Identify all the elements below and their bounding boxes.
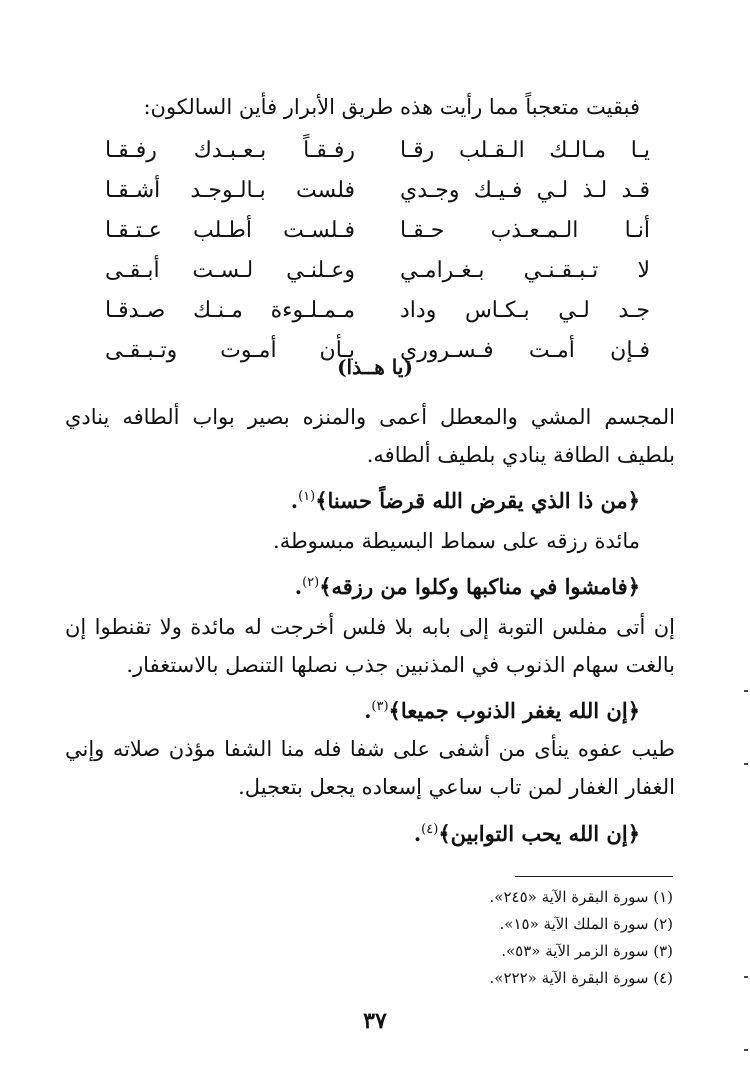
- verse-first-hemistich: قـد لـذ لـي فـيـك وجـدي: [400, 177, 650, 203]
- verse-first-hemistich: أنـا الـمـعـذب حـقـا: [400, 217, 650, 243]
- verse-second-hemistich: مـمـلـوءة مـنـك صـدقـا: [105, 297, 355, 323]
- poem: [105, 130, 650, 370]
- paragraph-2: إن أتى مفلس التوبة إلى بابه بلا فلس أخرجت له مائدة ولا تقنطوا إن بالغت سهام الذنوب في المذنبين جذب نصلها التنصل بالاستغفار.: [65, 615, 675, 677]
- verse-first-hemistich: فـإن أمـت فـسـروري: [400, 337, 650, 363]
- footnote: (٢) سورة الملك الآية «١٥».: [499, 915, 673, 933]
- footnote-marker: (٣): [371, 699, 389, 714]
- scan-edge-mark: [744, 763, 748, 765]
- paragraph-3: طيب عفوه ينأى من أشفى على شفا فله منا الشفا مؤذن صلاته وإني الغفار الغفار لمن تاب ساعي إسعاده يجعل بتعجيل.: [65, 737, 675, 799]
- verse-second-hemistich: فلست بـالـوجـد أشـقـا: [105, 177, 355, 203]
- footnote: (١) سورة البقرة الآية «٢٤٥».: [489, 888, 673, 906]
- quran-verse-4: [80, 813, 640, 851]
- poem-verse: [105, 210, 650, 250]
- paragraph-1: المجسم المشي والمعطل أعمى والمنزه بصير بواب ألطافه ينادي بلطيف الطافة ينادي بلطيف ألطافه.: [65, 405, 675, 467]
- footnote-marker: (٢): [302, 575, 320, 590]
- footnote: (٤) سورة البقرة الآية «٢٢٢».: [489, 969, 673, 987]
- verse-first-hemistich: يـا مـالـك الـقـلب رقـا: [400, 137, 650, 163]
- footnote: (٣) سورة الزمر الآية «٥٣».: [501, 942, 673, 960]
- quran-verse-2: [80, 566, 640, 604]
- scan-edge-mark: [744, 1049, 748, 1051]
- verse-first-hemistich: جـد لـي بـكـاس وداد: [400, 297, 650, 323]
- verse-end: .: [364, 698, 372, 723]
- section-heading: (يا هــذا): [337, 355, 413, 379]
- quran-verse-3: [80, 690, 640, 728]
- verse-first-hemistich: لا تـبـقـنـي بـغـرامـي: [400, 257, 650, 283]
- scan-edge-mark: [744, 690, 748, 692]
- poem-verse: [105, 250, 650, 290]
- poem-verse: [105, 130, 650, 170]
- quran-verse-text: ﴿إن الله يحب التوابين﴾: [438, 821, 640, 846]
- footnote-divider: [515, 876, 673, 877]
- verse-end: .: [413, 821, 422, 846]
- paragraph-line: مائدة رزقه على سماط البسيطة مبسوطة.: [273, 529, 640, 553]
- footnote-marker: (٤): [421, 822, 439, 837]
- verse-end: .: [290, 488, 299, 513]
- verse-second-hemistich: بـأن أمـوت وتـبـقـى: [105, 337, 355, 363]
- poem-verse: [105, 290, 650, 330]
- verse-second-hemistich: وعـلنـي لـسـت أبـقـى: [105, 257, 355, 283]
- verse-second-hemistich: فـلسـت أطـلب عـتـقـا: [105, 217, 355, 243]
- quran-verse-text: ﴿إن الله يغفر الذنوب جميعا﴾: [388, 698, 640, 723]
- intro-line: فبقيت متعجباً مما رأيت هذه طريق الأبرار فأين السالكون:: [143, 95, 640, 119]
- verse-end: .: [294, 574, 303, 599]
- quran-verse-text: ﴿من ذا الذي يقرض الله قرضاً حسنا﴾: [315, 488, 640, 513]
- scan-edge-mark: [744, 976, 748, 978]
- verse-second-hemistich: رفـقـاً بـعـبـدك رفـقـا: [105, 137, 355, 163]
- footnotes: [273, 884, 673, 992]
- page-number: ٣٧: [363, 1008, 387, 1034]
- quran-verse-1: [80, 480, 640, 518]
- poem-verse: [105, 170, 650, 210]
- footnote-marker: (١): [298, 489, 316, 504]
- quran-verse-text: ﴿فامشوا في مناكبها وكلوا من رزقه﴾: [319, 574, 640, 599]
